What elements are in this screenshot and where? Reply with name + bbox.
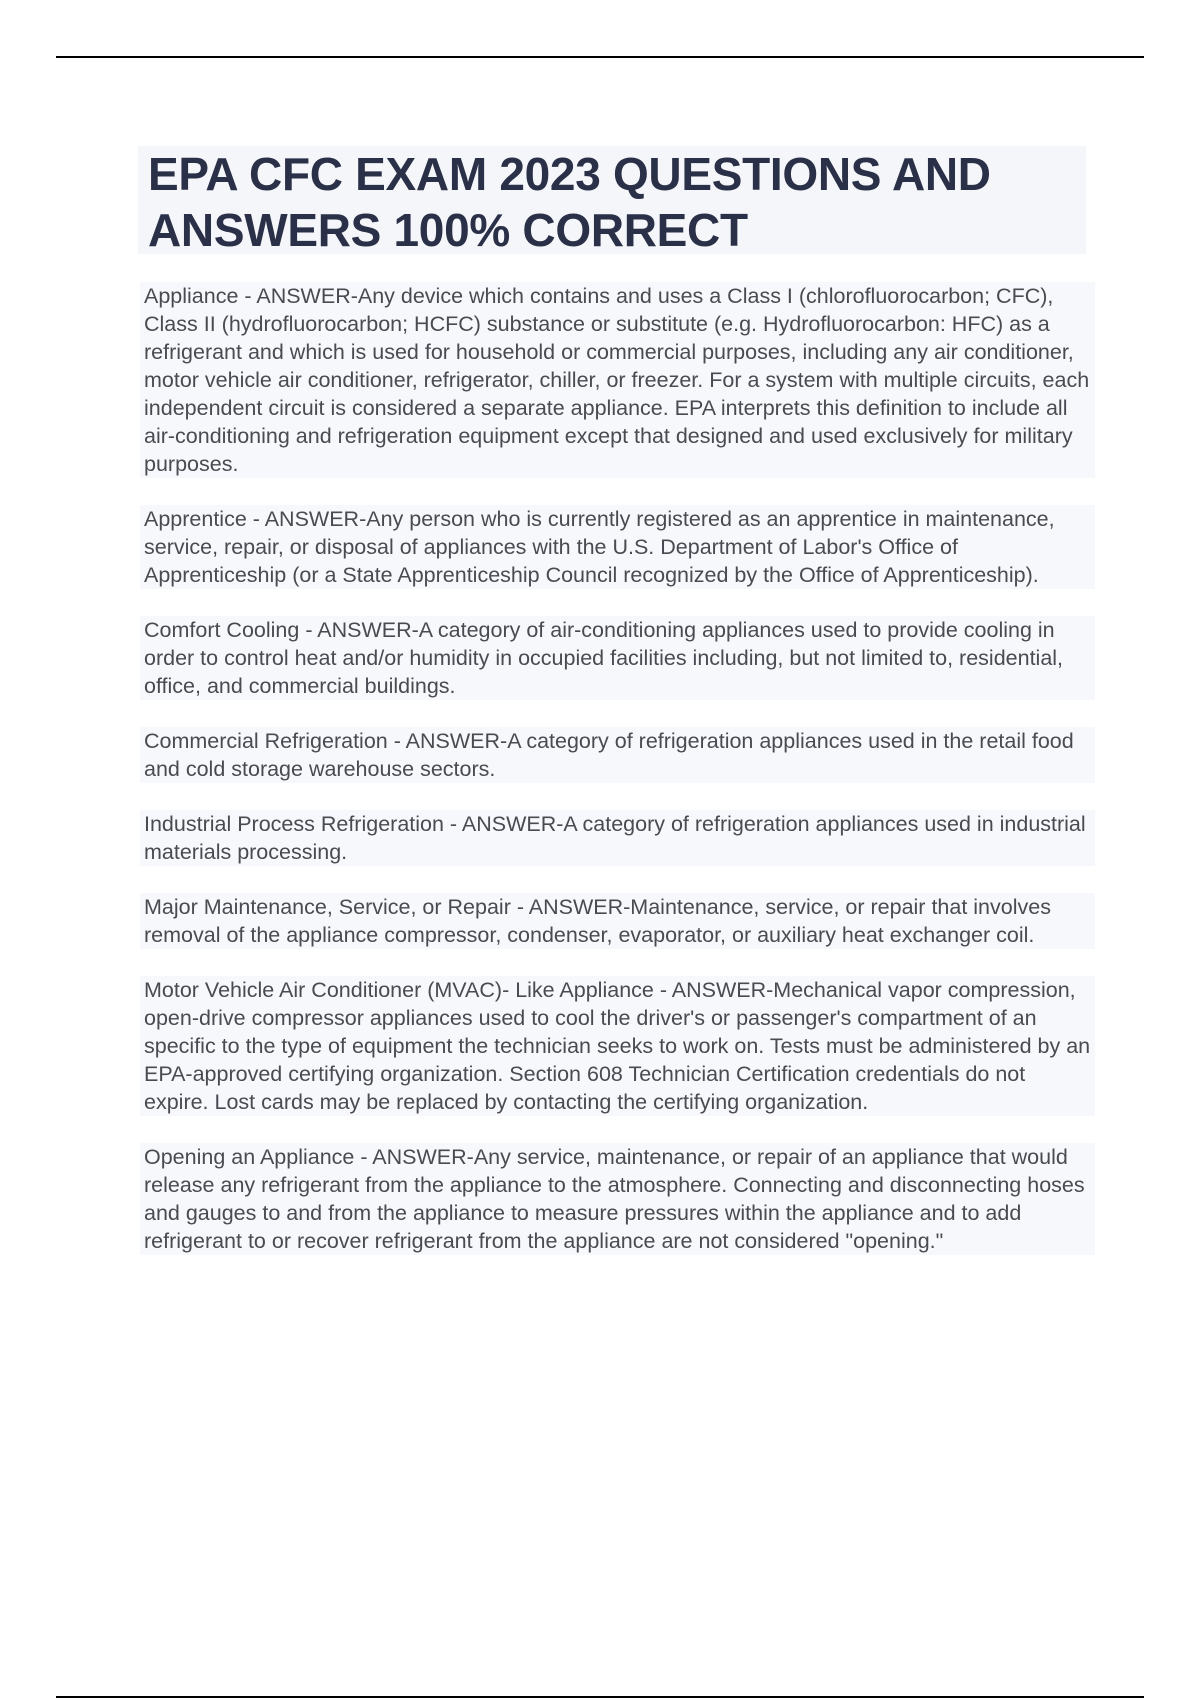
bottom-rule [56, 1696, 1144, 1698]
entry-opening-an-appliance: Opening an Appliance - ANSWER-Any service, maintenance, or repair of an appliance that would release any refrigerant from the appliance to the atmosphere. Connecting and disconnecting hoses and gauges to and from the appliance to measure pressures within the appliance and to add refrigerant to or recover refrigerant from the appliance are not considered "opening." [140, 1143, 1095, 1255]
entry-comfort-cooling: Comfort Cooling - ANSWER-A category of air-conditioning appliances used to provide cooling in order to control heat and/or humidity in occupied facilities including, but not limited to, residential, office, and commercial buildings. [140, 616, 1095, 700]
entry-commercial-refrigeration: Commercial Refrigeration - ANSWER-A category of refrigeration appliances used in the retail food and cold storage warehouse sectors. [140, 727, 1095, 783]
entry-mvac-like-appliance: Motor Vehicle Air Conditioner (MVAC)- Like Appliance - ANSWER-Mechanical vapor compression, open-drive compressor appliances used to cool the driver's or passenger's compartment of an specific to the type of equipment the technician seeks to work on. Tests must be administered by an EPA-approved certifying organization. Section 608 Technician Certification credentials do not expire. Lost cards may be replaced by contacting the certifying organization. [140, 976, 1095, 1116]
entry-industrial-process-refrigeration: Industrial Process Refrigeration - ANSWER-A category of refrigeration appliances used in industrial materials processing. [140, 810, 1095, 866]
title-block [138, 146, 1086, 254]
entry-apprentice: Apprentice - ANSWER-Any person who is currently registered as an apprentice in maintenance, service, repair, or disposal of appliances with the U.S. Department of Labor's Office of Apprenticeship (or a State Apprenticeship Council recognized by the Office of Apprenticeship). [140, 505, 1095, 589]
entry-major-maintenance: Major Maintenance, Service, or Repair - ANSWER-Maintenance, service, or repair that involves removal of the appliance compressor, condenser, evaporator, or auxiliary heat exchanger coil. [140, 893, 1095, 949]
top-rule [56, 56, 1144, 58]
entry-appliance: Appliance - ANSWER-Any device which contains and uses a Class I (chlorofluorocarbon; CFC), Class II (hydrofluorocarbon; HCFC) substance or substitute (e.g. Hydrofluorocarbon: HFC) as a refrigerant and which is used for household or commercial purposes, including any air conditioner, motor vehicle air conditioner, refrigerator, chiller, or freezer. For a system with multiple circuits, each independent circuit is considered a separate appliance. EPA interprets this definition to include all air-conditioning and refrigeration equipment except that designed and used exclusively for military purposes. [140, 282, 1095, 478]
document-body [140, 282, 1095, 1282]
document-title: EPA CFC EXAM 2023 QUESTIONS AND ANSWERS 100% CORRECT [148, 148, 991, 256]
